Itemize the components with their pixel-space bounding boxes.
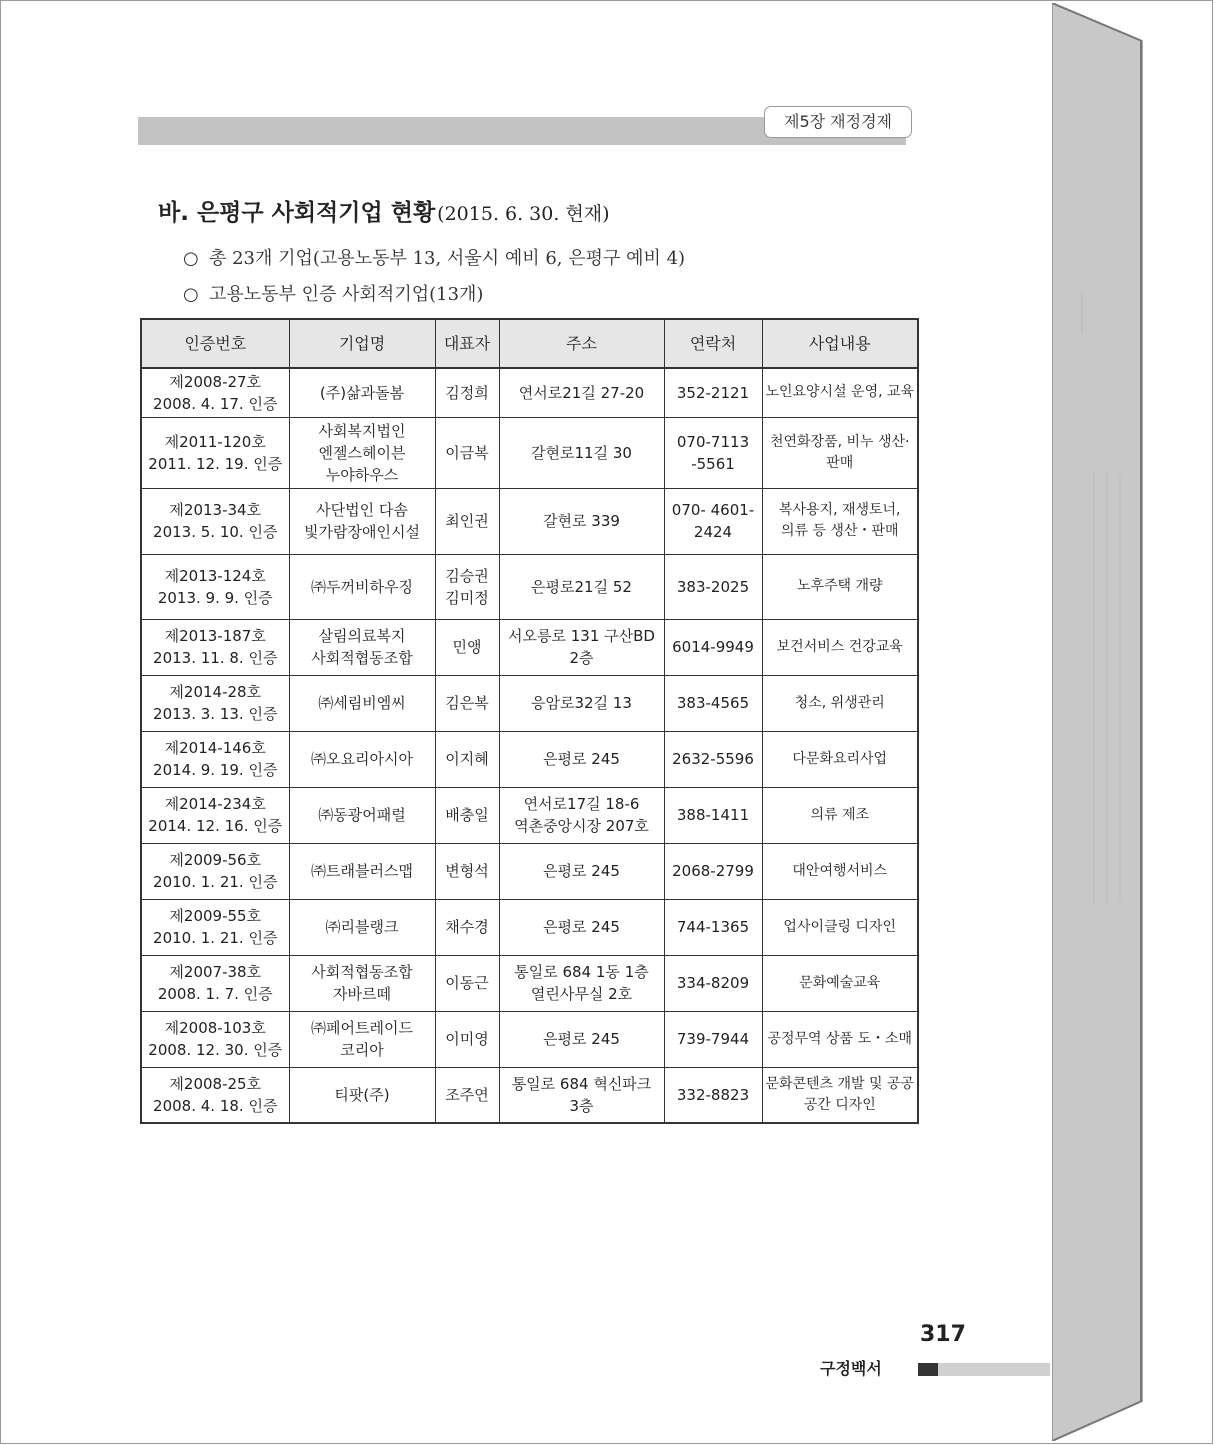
cell-cert: [141, 843, 289, 899]
cell-representative: 민앵: [435, 619, 499, 675]
cert-date: 2008. 1. 7. 인증: [157, 985, 273, 1003]
cell-cert: [141, 787, 289, 843]
cell-address: 통일로 684 혁신파크 3층: [499, 1067, 664, 1123]
header-contact: 연락처: [664, 319, 762, 368]
cell-address: 은평로 245: [499, 1011, 664, 1067]
table-row: [141, 1067, 918, 1123]
cert-date: 2013. 11. 8. 인증: [153, 649, 278, 667]
header-address: 주소: [499, 319, 664, 368]
cert-date: 2014. 9. 19. 인증: [153, 761, 278, 779]
section-title: [158, 194, 610, 227]
cell-contact: 2632-5596: [664, 731, 762, 787]
cell-cert: [141, 731, 289, 787]
cell-contact: 388-1411: [664, 787, 762, 843]
cell-representative: 김정희: [435, 368, 499, 417]
table-row: [141, 675, 918, 731]
book-edge-decoration: [1052, 3, 1144, 1441]
cell-cert: [141, 619, 289, 675]
cell-address: 은평로 245: [499, 731, 664, 787]
cell-business: 보건서비스 건강교육: [762, 619, 918, 675]
cert-number: 제2009-55호: [169, 907, 262, 925]
cell-company: ㈜두꺼비하우징: [289, 554, 435, 619]
cell-address: 서오릉로 131 구산BD 2층: [499, 619, 664, 675]
cell-contact: 2068-2799: [664, 843, 762, 899]
bullet-text: 고용노동부 인증 사회적기업(13개): [209, 284, 484, 305]
page-number: 317: [920, 1322, 966, 1347]
cert-date: 2010. 1. 21. 인증: [153, 873, 278, 891]
cell-representative: 김은복: [435, 675, 499, 731]
chapter-tab: 제5장 재정경제: [764, 106, 912, 138]
cell-representative: 이지혜: [435, 731, 499, 787]
cell-representative: 이미영: [435, 1011, 499, 1067]
cell-representative: 최인권: [435, 488, 499, 554]
cell-company: (주)삶과돌봄: [289, 368, 435, 417]
bullet-mark: ○: [183, 284, 199, 305]
cell-address: 은평로 245: [499, 843, 664, 899]
cert-number: 제2009-56호: [169, 851, 262, 869]
cell-contact: 352-2121: [664, 368, 762, 417]
cell-contact: 744-1365: [664, 899, 762, 955]
header-cert-no: 인증번호: [141, 319, 289, 368]
cell-company: 사단법인 다솜 빛가람장애인시설: [289, 488, 435, 554]
cell-company: 사회적협동조합 자바르떼: [289, 955, 435, 1011]
social-enterprise-table: [140, 318, 919, 1124]
cell-contact: 332-8823: [664, 1067, 762, 1123]
cert-number: 제2008-103호: [164, 1019, 266, 1037]
cell-contact: 383-4565: [664, 675, 762, 731]
section-title-text: 바. 은평구 사회적기업 현황: [158, 200, 436, 226]
table-row: [141, 417, 918, 488]
cell-contact: 070-7113 -5561: [664, 417, 762, 488]
table-body: [141, 368, 918, 1123]
cell-cert: [141, 554, 289, 619]
cell-representative: 배충일: [435, 787, 499, 843]
cell-cert: [141, 675, 289, 731]
cert-date: 2008. 12. 30. 인증: [148, 1041, 283, 1059]
bullet-certified: [183, 280, 483, 306]
bullet-total: [183, 244, 685, 270]
cell-contact: 6014-9949: [664, 619, 762, 675]
book-title: 구정백서: [820, 1359, 882, 1378]
bullet-mark: ○: [183, 248, 199, 269]
cell-company: ㈜페어트레이드 코리아: [289, 1011, 435, 1067]
cell-address: 은평로 245: [499, 899, 664, 955]
cell-company: ㈜동광어패럴: [289, 787, 435, 843]
cert-number: 제2014-234호: [164, 795, 266, 813]
cell-representative: 이금복: [435, 417, 499, 488]
cell-business: 복사용지, 재생토너, 의류 등 생산・판매: [762, 488, 918, 554]
cell-company: 티팟(주): [289, 1067, 435, 1123]
cell-contact: 070- 4601-2424: [664, 488, 762, 554]
cert-number: 제2013-187호: [164, 627, 266, 645]
cell-representative: 조주연: [435, 1067, 499, 1123]
cert-date: 2011. 12. 19. 인증: [148, 454, 283, 473]
cell-representative: 김승권 김미정: [435, 554, 499, 619]
cell-business: 공정무역 상품 도・소매: [762, 1011, 918, 1067]
cert-number: 제2007-38호: [169, 963, 262, 981]
cert-number: 제2011-120호: [164, 432, 266, 451]
cell-representative: 채수경: [435, 899, 499, 955]
cell-representative: 변형석: [435, 843, 499, 899]
cert-number: 제2014-28호: [169, 683, 262, 701]
cell-cert: [141, 417, 289, 488]
cell-address: 응암로32길 13: [499, 675, 664, 731]
cert-date: 2008. 4. 17. 인증: [153, 394, 278, 413]
cell-cert: [141, 488, 289, 554]
bullet-text: 총 23개 기업(고용노동부 13, 서울시 예비 6, 은평구 예비 4): [209, 248, 686, 269]
footer-bar: [938, 1363, 1050, 1376]
table-row: [141, 843, 918, 899]
cell-contact: 334-8209: [664, 955, 762, 1011]
header-representative: 대표자: [435, 319, 499, 368]
table-header-row: [141, 319, 918, 368]
cell-company: 살림의료복지 사회적협동조합: [289, 619, 435, 675]
footer-marker: [918, 1363, 938, 1376]
table-row: [141, 731, 918, 787]
cell-company: 사회복지법인 엔젤스헤이븐 누야하우스: [289, 417, 435, 488]
cell-cert: [141, 899, 289, 955]
cell-business: 노후주택 개량: [762, 554, 918, 619]
section-date: (2015. 6. 30. 현재): [437, 203, 610, 225]
table-row: [141, 899, 918, 955]
cell-address: 은평로21길 52: [499, 554, 664, 619]
table-row: [141, 368, 918, 417]
cert-number: 제2014-146호: [164, 739, 266, 757]
cell-business: 노인요양시설 운영, 교육: [762, 368, 918, 417]
table-row: [141, 955, 918, 1011]
cell-address: 통일로 684 1동 1층 열린사무실 2호: [499, 955, 664, 1011]
cert-number: 제2013-124호: [164, 566, 266, 585]
cell-address: 연서로21길 27-20: [499, 368, 664, 417]
cert-number: 제2008-27호: [169, 372, 262, 391]
cert-date: 2008. 4. 18. 인증: [153, 1096, 278, 1115]
cell-company: ㈜트래블러스맵: [289, 843, 435, 899]
cell-representative: 이동근: [435, 955, 499, 1011]
cell-cert: [141, 1067, 289, 1123]
cell-cert: [141, 1011, 289, 1067]
cell-company: ㈜세림비엠씨: [289, 675, 435, 731]
cell-business: 대안여행서비스: [762, 843, 918, 899]
cert-number: 제2008-25호: [169, 1074, 262, 1093]
table-row: [141, 1011, 918, 1067]
table-row: [141, 619, 918, 675]
table-row: [141, 488, 918, 554]
cell-business: 의류 제조: [762, 787, 918, 843]
table-row: [141, 787, 918, 843]
cert-date: 2013. 5. 10. 인증: [153, 523, 278, 541]
cell-business: 문화콘텐츠 개발 및 공공 공간 디자인: [762, 1067, 918, 1123]
cell-company: ㈜오요리아시아: [289, 731, 435, 787]
table-row: [141, 554, 918, 619]
cell-address: 연서로17길 18-6 역촌중앙시장 207호: [499, 787, 664, 843]
cert-date: 2013. 9. 9. 인증: [157, 588, 273, 607]
cell-business: 청소, 위생관리: [762, 675, 918, 731]
cell-address: 갈현로11길 30: [499, 417, 664, 488]
cert-date: 2014. 12. 16. 인증: [148, 817, 283, 835]
cell-contact: 739-7944: [664, 1011, 762, 1067]
cell-business: 업사이클링 디자인: [762, 899, 918, 955]
cell-cert: [141, 368, 289, 417]
cert-date: 2013. 3. 13. 인증: [153, 705, 278, 723]
cell-cert: [141, 955, 289, 1011]
cert-date: 2010. 1. 21. 인증: [153, 929, 278, 947]
cell-business: 문화예술교육: [762, 955, 918, 1011]
cell-contact: 383-2025: [664, 554, 762, 619]
cert-number: 제2013-34호: [169, 501, 262, 519]
cell-business: 다문화요리사업: [762, 731, 918, 787]
cell-company: ㈜리블랭크: [289, 899, 435, 955]
cell-address: 갈현로 339: [499, 488, 664, 554]
cell-business: 천연화장품, 비누 생산·판매: [762, 417, 918, 488]
header-company: 기업명: [289, 319, 435, 368]
header-business: 사업내용: [762, 319, 918, 368]
